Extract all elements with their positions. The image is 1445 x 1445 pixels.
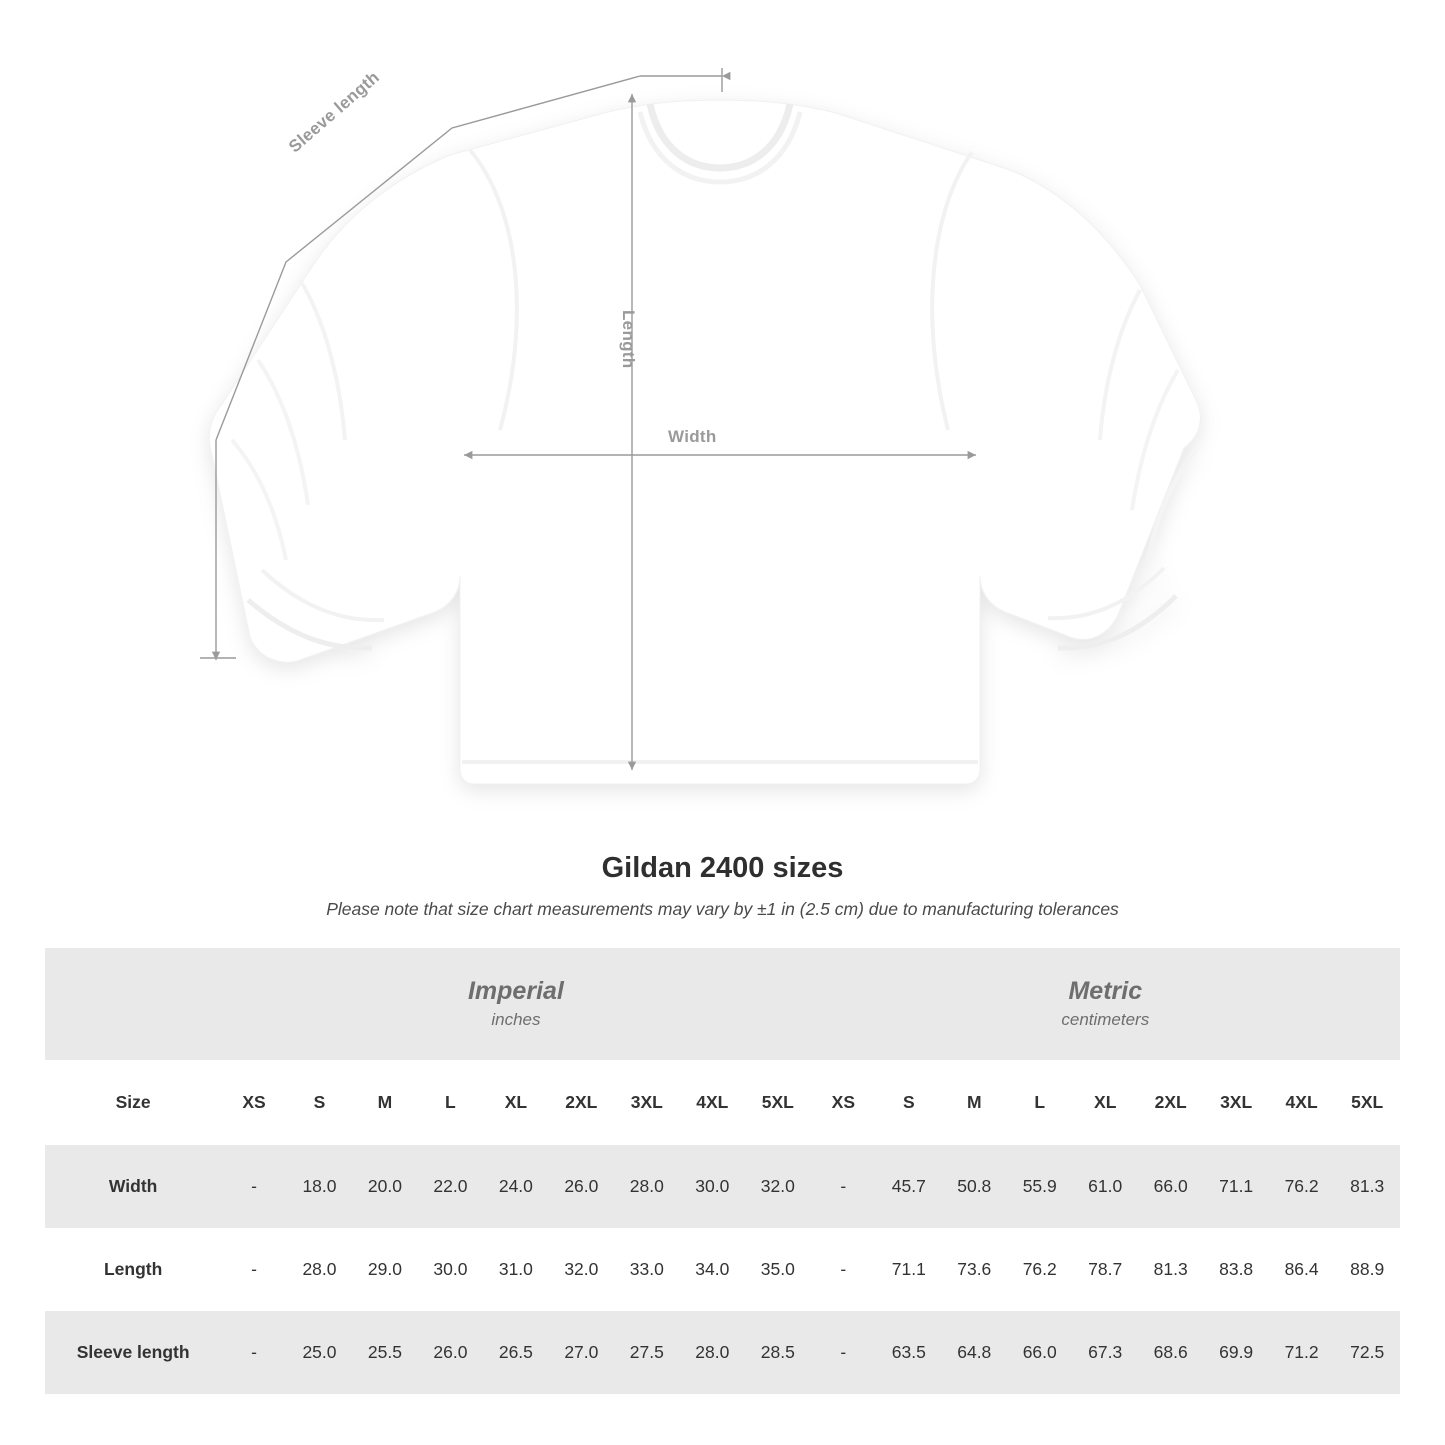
- cell-width-imperial-m: 20.0: [352, 1145, 417, 1228]
- sleeve-length-dimension-label: Sleeve length: [285, 67, 384, 157]
- unit-imperial-sub: inches: [491, 1009, 541, 1029]
- cell-sleeve-metric-4xl: 71.2: [1269, 1311, 1334, 1394]
- cell-sleeve-metric-3xl: 69.9: [1203, 1311, 1268, 1394]
- unit-metric-sub: centimeters: [1061, 1009, 1150, 1029]
- unit-group-imperial: [221, 948, 810, 1060]
- cell-sleeve-metric-xs: -: [811, 1311, 876, 1394]
- table-row: [45, 1311, 1400, 1394]
- cell-sleeve-imperial-xs: -: [221, 1311, 286, 1394]
- header-col-3xl-metric: 3XL: [1203, 1060, 1268, 1145]
- cell-length-metric-s: 71.1: [876, 1228, 941, 1311]
- header-col-s-metric: S: [876, 1060, 941, 1145]
- cell-width-imperial-5xl: 32.0: [745, 1145, 811, 1228]
- cell-width-metric-4xl: 76.2: [1269, 1145, 1334, 1228]
- cell-width-imperial-3xl: 28.0: [614, 1145, 679, 1228]
- cell-sleeve-imperial-4xl: 28.0: [680, 1311, 745, 1394]
- unit-spacer-cell: [45, 948, 221, 1060]
- tolerance-note: Please note that size chart measurements may vary by ±1 in (2.5 cm) due to manufacturing tolerances: [326, 899, 1119, 919]
- cell-width-metric-2xl: 66.0: [1138, 1145, 1203, 1228]
- page-title: Gildan 2400 sizes: [601, 852, 844, 884]
- header-col-2xl-metric: 2XL: [1138, 1060, 1203, 1145]
- cell-sleeve-metric-2xl: 68.6: [1138, 1311, 1203, 1394]
- header-size-label: Size: [45, 1060, 221, 1145]
- title-block: [0, 852, 1445, 920]
- cell-sleeve-metric-s: 63.5: [876, 1311, 941, 1394]
- cell-length-metric-3xl: 83.8: [1203, 1228, 1268, 1311]
- cell-sleeve-metric-xl: 67.3: [1072, 1311, 1137, 1394]
- cell-width-metric-xs: -: [811, 1145, 876, 1228]
- header-col-xl-imperial: XL: [483, 1060, 548, 1145]
- cell-width-metric-m: 50.8: [942, 1145, 1007, 1228]
- unit-group-row: [45, 948, 1400, 1060]
- header-col-m-imperial: M: [352, 1060, 417, 1145]
- cell-width-imperial-2xl: 26.0: [549, 1145, 614, 1228]
- cell-width-imperial-l: 22.0: [418, 1145, 483, 1228]
- header-col-5xl-imperial: 5XL: [745, 1060, 811, 1145]
- cell-sleeve-imperial-xl: 26.5: [483, 1311, 548, 1394]
- unit-metric-name: Metric: [1068, 976, 1143, 1005]
- cell-sleeve-imperial-3xl: 27.5: [614, 1311, 679, 1394]
- unit-group-metric: [811, 948, 1400, 1060]
- row-label-length: Length: [45, 1228, 221, 1311]
- cell-length-imperial-xl: 31.0: [483, 1228, 548, 1311]
- size-table-wrapper: [45, 948, 1400, 1394]
- header-col-m-metric: M: [942, 1060, 1007, 1145]
- cell-length-metric-4xl: 86.4: [1269, 1228, 1334, 1311]
- header-col-3xl-imperial: 3XL: [614, 1060, 679, 1145]
- cell-length-imperial-4xl: 34.0: [680, 1228, 745, 1311]
- cell-width-metric-xl: 61.0: [1072, 1145, 1137, 1228]
- header-col-2xl-imperial: 2XL: [549, 1060, 614, 1145]
- cell-width-metric-5xl: 81.3: [1334, 1145, 1400, 1228]
- header-col-5xl-metric: 5XL: [1334, 1060, 1400, 1145]
- header-col-4xl-imperial: 4XL: [680, 1060, 745, 1145]
- cell-length-imperial-5xl: 35.0: [745, 1228, 811, 1311]
- cell-sleeve-imperial-m: 25.5: [352, 1311, 417, 1394]
- cell-length-metric-xl: 78.7: [1072, 1228, 1137, 1311]
- cell-length-imperial-2xl: 32.0: [549, 1228, 614, 1311]
- table-row: [45, 1228, 1400, 1311]
- table-header-row: [45, 1060, 1400, 1145]
- row-label-sleeve-length: Sleeve length: [45, 1311, 221, 1394]
- cell-sleeve-metric-5xl: 72.5: [1334, 1311, 1400, 1394]
- header-col-xs-imperial: XS: [221, 1060, 286, 1145]
- cell-sleeve-metric-m: 64.8: [942, 1311, 1007, 1394]
- cell-length-metric-5xl: 88.9: [1334, 1228, 1400, 1311]
- header-col-l-metric: L: [1007, 1060, 1072, 1145]
- cell-width-imperial-xs: -: [221, 1145, 286, 1228]
- cell-length-imperial-l: 30.0: [418, 1228, 483, 1311]
- cell-length-imperial-m: 29.0: [352, 1228, 417, 1311]
- width-dimension-label: Width: [668, 427, 717, 446]
- cell-length-metric-xs: -: [811, 1228, 876, 1311]
- cell-sleeve-metric-l: 66.0: [1007, 1311, 1072, 1394]
- unit-imperial-name: Imperial: [467, 976, 564, 1005]
- header-col-s-imperial: S: [287, 1060, 352, 1145]
- table-row: [45, 1145, 1400, 1228]
- cell-length-metric-2xl: 81.3: [1138, 1228, 1203, 1311]
- cell-width-metric-l: 55.9: [1007, 1145, 1072, 1228]
- cell-length-metric-l: 76.2: [1007, 1228, 1072, 1311]
- cell-width-metric-3xl: 71.1: [1203, 1145, 1268, 1228]
- cell-length-imperial-3xl: 33.0: [614, 1228, 679, 1311]
- cell-sleeve-imperial-s: 25.0: [287, 1311, 352, 1394]
- cell-length-imperial-xs: -: [221, 1228, 286, 1311]
- cell-sleeve-imperial-5xl: 28.5: [745, 1311, 811, 1394]
- header-col-4xl-metric: 4XL: [1269, 1060, 1334, 1145]
- cell-width-metric-s: 45.7: [876, 1145, 941, 1228]
- header-col-xl-metric: XL: [1072, 1060, 1137, 1145]
- header-col-l-imperial: L: [418, 1060, 483, 1145]
- cell-width-imperial-4xl: 30.0: [680, 1145, 745, 1228]
- size-table: [45, 948, 1400, 1394]
- cell-length-metric-m: 73.6: [942, 1228, 1007, 1311]
- length-dimension-label: Length: [619, 310, 638, 369]
- cell-sleeve-imperial-l: 26.0: [418, 1311, 483, 1394]
- cell-width-imperial-xl: 24.0: [483, 1145, 548, 1228]
- header-col-xs-metric: XS: [811, 1060, 876, 1145]
- row-label-width: Width: [45, 1145, 221, 1228]
- cell-width-imperial-s: 18.0: [287, 1145, 352, 1228]
- cell-length-imperial-s: 28.0: [287, 1228, 352, 1311]
- cell-sleeve-imperial-2xl: 27.0: [549, 1311, 614, 1394]
